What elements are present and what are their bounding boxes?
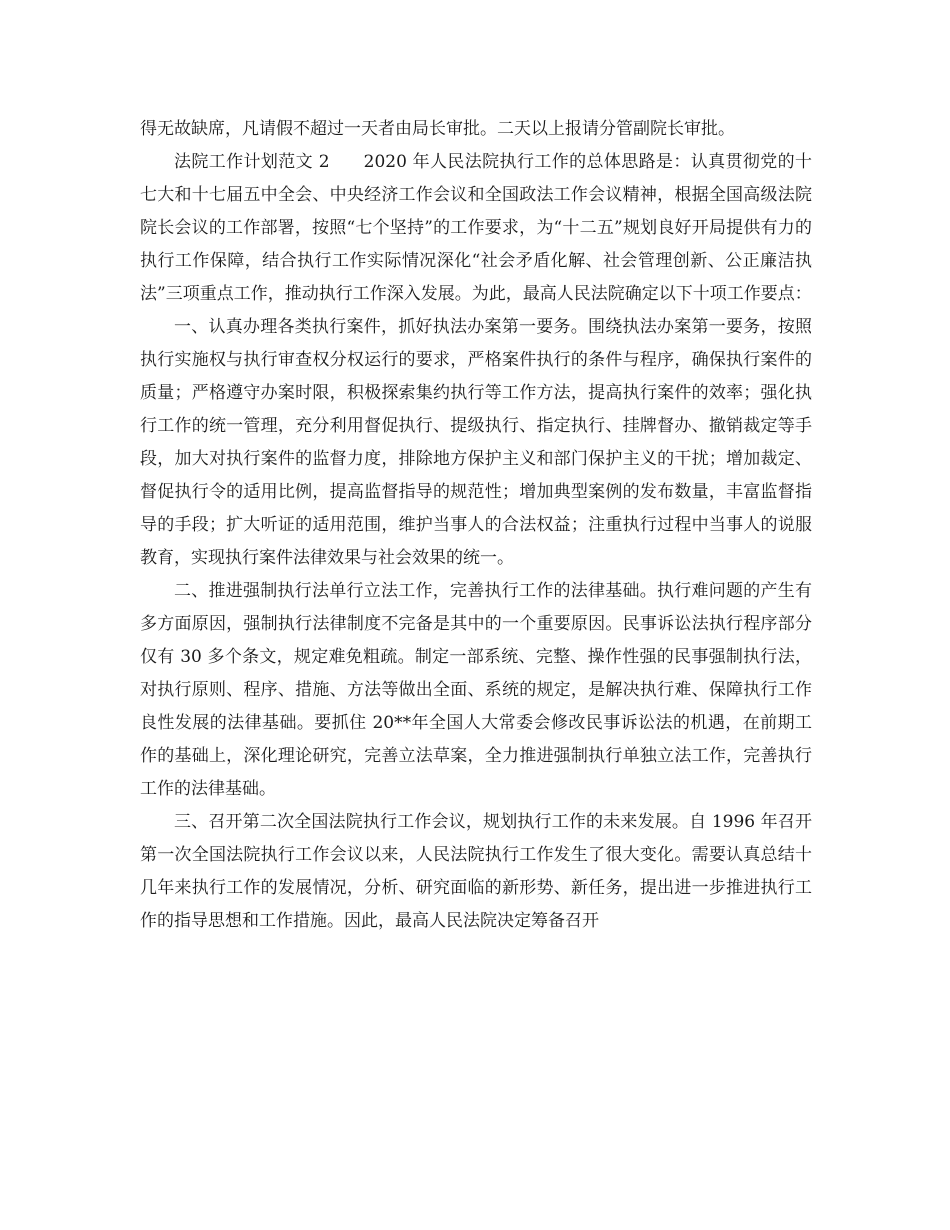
paragraph-intro (140, 146, 812, 311)
paragraph-continuation: 得无故缺席，凡请假不超过一天者由局长审批。二天以上报请分管副院长审批。 (140, 119, 735, 139)
paragraph-point-1: 一、认真办理各类执行案件，抓好执法办案第一要务。围绕执法办案第一要务，按照执行实施权与执行审查权分权运行的要求，严格案件执行的条件与程序，确保执行案件的质量；严格遵守办案时限，积极探索集约执行等工作方法，提高执行案件的效率；强化执行工作的统一管理，充分利用督促执行、提级执行、指定执行、挂牌督办、撤销裁定等手段，加大对执行案件的监督力度，排除地方保护主义和部门保护主义的干扰；增加裁定、督促执行令的适用比例，提高监督指导的规范性；增加典型案例的发布数量，丰富监督指导的手段；扩大听证的适用范围，维护当事人的合法权益；注重执行过程中当事人的说服教育，实现执行案件法律效果与社会效果的统一。 (140, 317, 812, 568)
paragraph-point-3: 三、召开第二次全国法院执行工作会议，规划执行工作的未来发展。自 1996 年召开第一次全国法院执行工作会议以来，人民法院执行工作发生了很大变化。需要认真总结十几年来执行工作的发展情况，分析、研究面临的新形势、新任务，提出进一步推进执行工作的指导思想和工作措施。因此，最高人民法院决定筹备召开 (140, 812, 812, 931)
document-body (140, 113, 812, 938)
section-heading: 法院工作计划范文 2 (174, 152, 330, 172)
paragraph-intro-text: 2020 年人民法院执行工作的总体思路是：认真贯彻党的十七大和十七届五中全会、中央经济工作会议和全国政法工作会议精神，根据全国高级法院院长会议的工作部署，按照“七个坚持”的工作要求，为“十二五”规划良好开局提供有力的执行工作保障，结合执行工作实际情况深化“社会矛盾化解、社会管理创新、公正廉洁执法”三项重点工作，推动执行工作深入发展。为此，最高人民法院确定以下十项工作要点： (140, 152, 812, 304)
paragraph-point-2: 二、推进强制执行法单行立法工作，完善执行工作的法律基础。执行难问题的产生有多方面原因，强制执行法律制度不完备是其中的一个重要原因。民事诉讼法执行程序部分仅有 30 多个条文，规定难免粗疏。制定一部系统、完整、操作性强的民事强制执行法，对执行原则、程序、措施、方法等做出全面、系统的规定，是解决执行难、保障执行工作良性发展的法律基础。要抓住 20**年全国人大常委会修改民事诉讼法的机遇，在前期工作的基础上，深化理论研究，完善立法草案，全力推进强制执行单独立法工作，完善执行工作的法律基础。 (140, 581, 812, 799)
